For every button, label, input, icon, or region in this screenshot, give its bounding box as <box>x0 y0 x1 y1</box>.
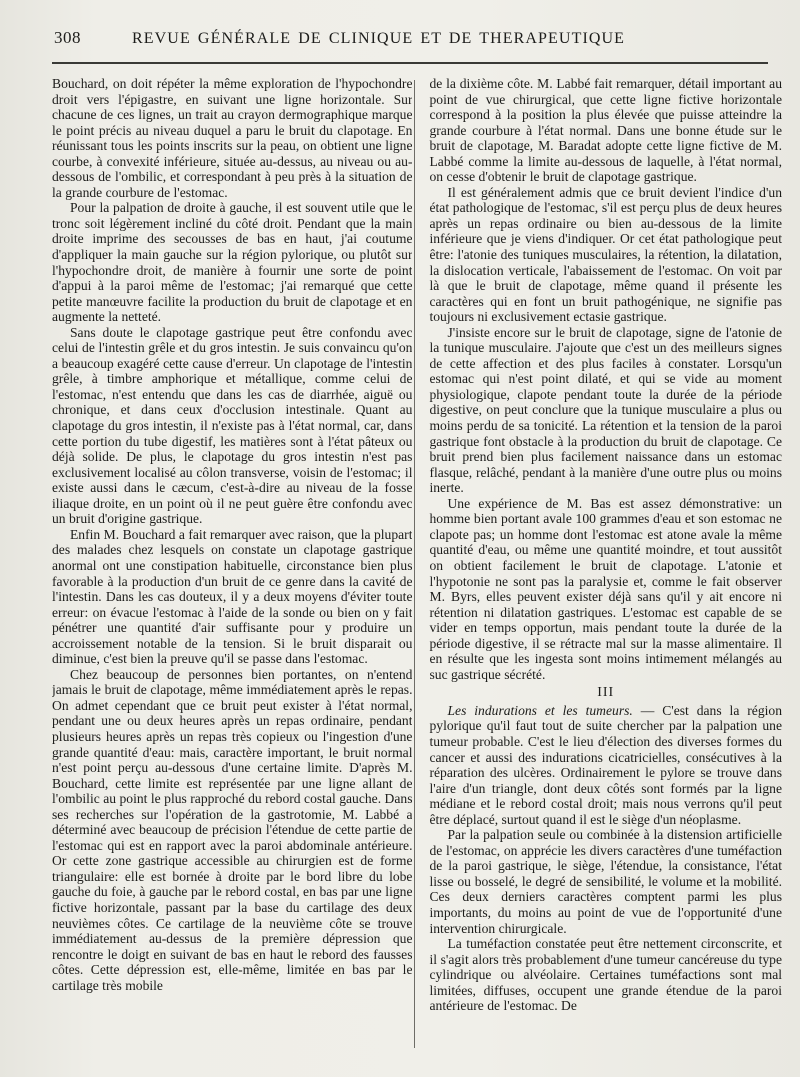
section-lead-text: — C'est dans la région pylorique qu'il faut tout de suite chercher par la palpation une tumeur probable. C'est le lieu d'élection des diverses formes du cancer et aussi des indurations cicatricielles, consécutives à la réparation des ulcères. Ordinairement le pylore se trouve dans l'aire d'un triangle, dont deux côtés sont formés par la ligne médiane et le rebord costal droit; mais nous verrons qu'il peut être déplacé, surtout quand il est le siège d'un néoplasme. <box>429 702 782 827</box>
paragraph: Bouchard, on doit répéter la même exploration de l'hypochondre droit vers l'épigastre, en suivant une ligne horizontale. Sur chacune de ces lignes, un trait au crayon dermographique marque le point précis au niveau duquel a paru le bruit du clapotage. En réunissant tous les points inscrits sur la peau, on obtient une ligne courbe, à convexité inférieure, située au-dessus, au niveau ou au-dessous de l'ombilic, et correspondant à peu près à la situation de la grande courbure de l'estomac. <box>52 76 413 200</box>
paragraph: Par la palpation seule ou combinée à la distension artificielle de l'estomac, on apprécie les divers caractères d'une tuméfaction de la paroi gastrique, le siège, l'étendue, la consistance, l'état lisse ou bosselé, le degré de sensibilité, le volume et la mobilité. Ces deux derniers caractères comptent parmi les plus importants, du moins au point de vue de l'opportunité d'une intervention chirurgicale. <box>429 827 782 936</box>
column-divider <box>414 80 415 1048</box>
section-lead-paragraph <box>429 703 782 827</box>
paragraph: Il est généralement admis que ce bruit devient l'indice d'un état pathologique de l'estomac, s'il est perçu plus de deux heures après un repas ordinaire ou bien au-dessous de la limite inférieure que je viens d'indiquer. Or cet état pathologique peut être: l'atonie des tuniques musculaires, la rétention, la dilatation, la dislocation verticale, l'abaissement de l'estomac. On voit par là que le bruit de clapotage, même quand il présente les caractères qui en font un bruit pathogénique, ne signifie pas toujours ni exclusivement ectasie gastrique. <box>429 184 782 325</box>
right-column <box>429 76 782 1066</box>
section-lead-title: Les indurations et les tumeurs. <box>447 702 633 718</box>
left-column <box>52 76 412 1066</box>
paragraph: Chez beaucoup de personnes bien portantes, on n'entend jamais le bruit de clapotage, même immédiatement après le repas. On admet cependant que ce bruit peut exister à l'état normal, pendant une ou deux heures après un repas ordinaire, pendant plusieurs heures après un repas très copieux ou l'ingestion d'une grande quantité d'eau: mais, caractère important, le bruit normal n'est point perçu au-dessous d'une certaine limite. D'après M. Bouchard, cette limite est représentée par une ligne allant de l'ombilic au point le plus rapproché du rebord costal gauche. Dans ses recherches sur l'opération de la gastrotomie, M. Labbé a déterminé avec beaucoup de précision l'étendue de cette partie de l'estomac qui est en rapport avec la paroi abdominale antérieure. Or cette zone gastrique accessible au chirurgien est de forme triangulaire: elle est bornée à droite par le bord libre du lobe gauche du foie, à gauche par le rebord costal, en bas par une ligne fictive horizontale, passant par la base du cartilage des deux neuvièmes côtes. Ce cartilage de la neuvième côte se trouve immédiatement au-dessus de la première dépression que rencontre le doigt en suivant de bas en haut le rebord des fausses côtes. Cette dépression est, elle-même, limitée en bas par le cartilage très mobile <box>52 666 413 993</box>
paragraph: Sans doute le clapotage gastrique peut être confondu avec celui de l'intestin grêle et du gros intestin. Je suis convaincu qu'on a beaucoup exagéré cette cause d'erreur. Un clapotage de l'intestin grêle, à timbre amphorique et métallique, comme celui de l'estomac, n'est entendu que dans les cas de diarrhée, aiguë ou chronique, et dans ceux d'occlusion intestinale. Quant au clapotage du gros intestin, il n'existe pas à l'état normal, car, dans cette portion du tube digestif, les matières sont à l'état pâteux ou déjà solide. De plus, le clapotage du gros intestin n'est pas exclusivement localisé au côlon transverse, voisin de l'estomac; il existe aussi dans le cæcum, c'est-à-dire au niveau de la fosse iliaque droite, en un point où il ne peut guère être confondu avec un bruit d'origine gastrique. <box>52 324 413 527</box>
paragraph: J'insiste encore sur le bruit de clapotage, signe de l'atonie de la tunique musculaire. J'ajoute que c'est un des meilleurs signes de cette affection et des plus faciles à constater. Lorsqu'un estomac qui n'est point dilaté, et qui se vide au moment physiologique, clapote pendant toute la durée de la période digestive, on peut conclure que la tunique musculaire a plus ou moins perdu de sa tonicité. La rétention et la tension de la paroi gastrique font obstacle à la production du bruit de clapotage. Ce bruit prend bien plus facilement naissance dans un estomac flasque, relâché, pendant à la manière d'une outre plus ou moins inerte. <box>429 324 782 496</box>
page-number: 308 <box>54 28 81 47</box>
section-number: III <box>597 685 615 701</box>
text-columns <box>52 76 782 1066</box>
paragraph: de la dixième côte. M. Labbé fait remarquer, détail important au point de vue chirurgical, que cette ligne fictive horizontale correspond à la position la plus élevée que puisse atteindre la grande courbure à l'état normal. Dans une bonne étude sur le bruit de clapotage, M. Baradat adopte cette ligne fictive de M. Labbé comme la limite au-dessous de laquelle, à l'état normal, on cesse d'obtenir le bruit de clapotage gastrique. <box>429 76 782 185</box>
page-header <box>54 28 766 54</box>
paragraph: La tuméfaction constatée peut être nettement circonscrite, et il s'agit alors très probablement d'une tumeur cancéreuse du type cylindrique ou alvéolaire. Certaines tuméfactions sont mal limitées, diffuses, occupent une grande étendue de la paroi antérieure de l'estomac. De <box>429 936 782 1014</box>
paragraph: Pour la palpation de droite à gauche, il est souvent utile que le tronc soit légèrement incliné du côté droit. Pendant que la main droite imprime des secousses de bas en haut, j'ai coutume d'appliquer la main gauche sur la région pylorique, ou plutôt sur l'hypochondre droit, de manière à fournir une sorte de point d'appui à la paroi même de l'estomac; j'ai remarqué que cette petite manœuvre facilite la production du bruit de clapotage et en augmente la netteté. <box>52 200 413 325</box>
header-rule <box>52 62 768 64</box>
running-title: REVUE GÉNÉRALE DE CLINIQUE ET DE THERAPEUTIQUE <box>132 30 626 47</box>
paragraph: Une expérience de M. Bas est assez démonstrative: un homme bien portant avale 100 grammes d'eau et son estomac ne clapote pas; un homme dont l'estomac est atone avale la même quantité d'eau, ou même une quantité moindre, et tout aussitôt on obtient facilement le bruit de clapotage. L'atonie et l'hypotonie ne sont pas la paralysie et, comme le fait observer M. Byrs, elles peuvent exister déjà sans qu'il y ait encore ni rétention ni dilatation gastriques. L'estomac est capable de se vider en temps opportun, mais pendant toute la durée de la période digestive, il se rétracte mal sur la masse alimentaire. Il en résulte que les ingesta sont moins intimement mélangés au suc gastrique sécrété. <box>429 495 782 682</box>
paragraph: Enfin M. Bouchard a fait remarquer avec raison, que la plupart des malades chez lesquels on constate un clapotage gastrique anormal ont une constipation habituelle, circonstance bien plus favorable à la production d'un bruit de ce genre dans la cavité de l'intestin. Dans les cas douteux, il y a deux moyens d'éviter toute erreur: on évacue l'estomac à l'aide de la sonde ou bien on y fait pénétrer une quantité d'air suffisante pour y produire un accroissement notable de la tension. Si le bruit disparait ou diminue, c'est bien la preuve qu'il se passe dans l'estomac. <box>52 526 413 667</box>
